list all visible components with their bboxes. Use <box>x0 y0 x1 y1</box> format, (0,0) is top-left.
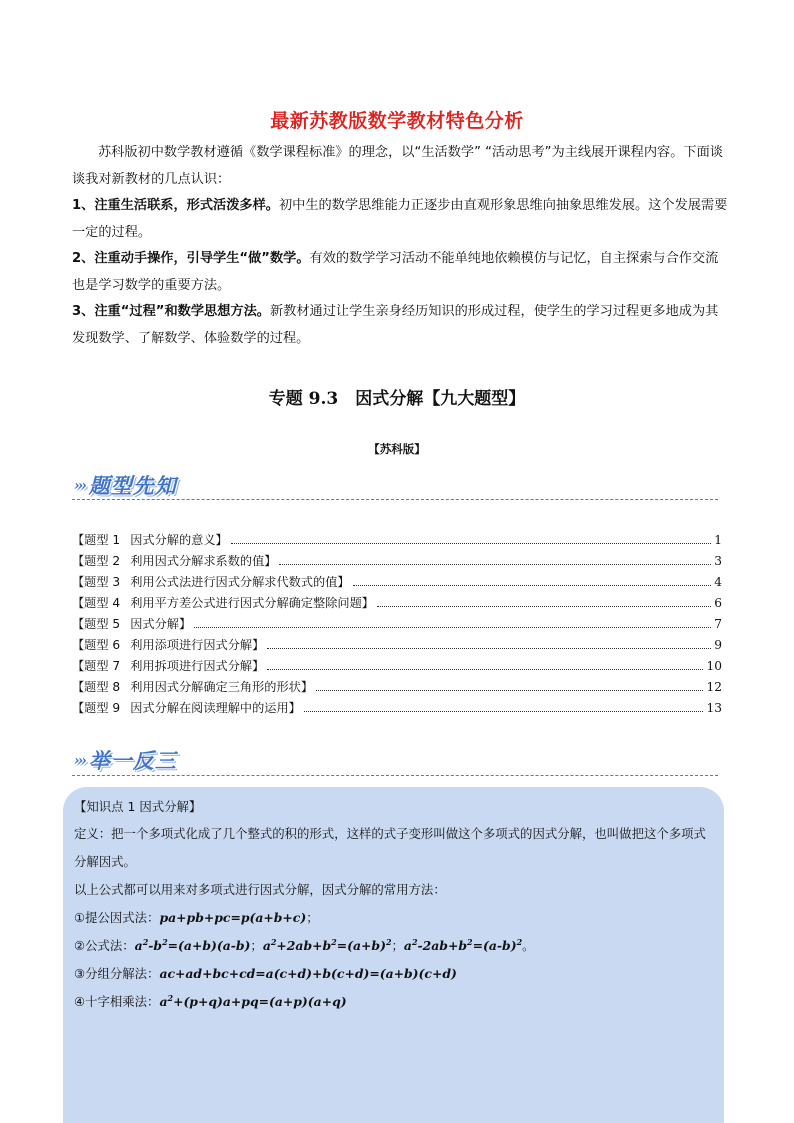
toc-item-number: 【题型 2 <box>72 554 121 568</box>
method-label: ①提公因式法： <box>74 910 160 925</box>
formula-suffix: ； <box>306 910 319 925</box>
toc-item-page: 12 <box>706 680 722 694</box>
toc-leader <box>304 699 704 712</box>
toc-item-number: 【题型 8 <box>72 680 121 694</box>
toc-item-label: 利用拆项进行因式分解】 <box>130 659 265 673</box>
intro-paragraph: 苏科版初中数学教材遵循《数学课程标准》的理念，以“生活数学” “活动思考”为主线展开课程内容。下面谈谈我对新教材的几点认识： <box>72 145 723 187</box>
intro-section <box>72 140 728 352</box>
toc-item-page: 3 <box>714 554 722 568</box>
toc-item-page: 1 <box>714 533 722 547</box>
toc-item-label: 利用添项进行因式分解】 <box>130 638 265 652</box>
toc-item-label: 因式分解的意义】 <box>130 533 228 547</box>
toc-item-number: 【题型 1 <box>72 533 121 547</box>
toc-item-number: 【题型 4 <box>72 596 121 610</box>
intro-point-1 <box>72 193 728 246</box>
formula: ac+ad+bc+cd=a(c+d)+b(c+d)=(a+b)(c+d) <box>159 966 457 981</box>
toc-leader <box>279 552 711 565</box>
edition-label: 【苏科版】 <box>368 442 426 456</box>
toc-item[interactable] <box>72 551 722 572</box>
formula-square-of-sum: $a^2+2ab+b^2=(a+b)^2$ <box>262 936 392 953</box>
intro-point-1-bold: 1、注重生活联系，形式活泼多样。 <box>72 198 279 213</box>
intro-point-1-text: 初中生的数学思维能力正逐步由直观形象思维向抽象思维发展。这个发展需要一定的过程。 <box>72 198 728 240</box>
toc-item[interactable] <box>72 530 722 551</box>
knowledge-box <box>63 787 724 1123</box>
practice-banner-text: 举一反三 <box>88 748 177 773</box>
banner-arrows-icon: ››› <box>74 478 85 494</box>
toc-leader <box>316 678 703 691</box>
toc-item-label: 因式分解】 <box>130 617 192 631</box>
toc-leader <box>267 657 703 670</box>
knowledge-heading: 【知识点 1 因式分解】 <box>74 799 202 814</box>
method-grouping <box>74 960 713 988</box>
banner-arrows-icon: ››› <box>74 753 85 769</box>
toc-item-number: 【题型 6 <box>72 638 121 652</box>
toc-leader <box>377 594 711 607</box>
method-label: ③分组分解法： <box>74 966 160 981</box>
toc-item[interactable] <box>72 677 722 698</box>
toc-item-label: 利用因式分解确定三角形的形状】 <box>130 680 314 694</box>
toc-leader <box>231 531 712 544</box>
method-label: ②公式法： <box>74 938 135 953</box>
toc-item-page: 4 <box>714 575 722 589</box>
toc-item-label: 利用因式分解求系数的值】 <box>130 554 277 568</box>
toc-item[interactable] <box>72 614 722 635</box>
page-title: 最新苏教版数学教材特色分析 <box>270 110 524 132</box>
toc-item[interactable] <box>72 698 722 719</box>
method-cross-multiplication <box>74 988 713 1016</box>
toc-item-number: 【题型 5 <box>72 617 121 631</box>
table-of-contents <box>72 530 722 719</box>
intro-point-3 <box>72 299 728 352</box>
divider <box>72 499 718 500</box>
intro-point-2 <box>72 246 728 299</box>
toc-item-label: 利用平方差公式进行因式分解确定整除问题】 <box>130 596 374 610</box>
formula-difference-of-squares: $a^2-b^2=(a+b)(a-b)$ <box>134 936 251 953</box>
toc-item-page: 13 <box>706 701 722 715</box>
toc-item[interactable] <box>72 635 722 656</box>
practice-banner <box>74 745 177 775</box>
toc-item-label: 因式分解在阅读理解中的运用】 <box>130 701 301 715</box>
divider <box>72 775 718 776</box>
method-label: ④十字相乘法： <box>74 994 160 1009</box>
knowledge-definition: 定义：把一个多项式化成了几个整式的积的形式，这样的式子变形叫做这个多项式的因式分解，也叫做把这个多项式分解因式。 <box>74 826 706 869</box>
toc-item-page: 10 <box>706 659 722 673</box>
method-common-factor <box>74 904 713 932</box>
methods-intro: 以上公式都可以用来对多项式进行因式分解，因式分解的常用方法： <box>74 882 446 897</box>
intro-point-2-bold: 2、注重动手操作，引导学生“做”数学。 <box>72 251 310 266</box>
toc-leader <box>353 573 712 586</box>
formula-square-of-difference: $a^2-2ab+b^2=(a-b)^2$ <box>403 936 523 953</box>
toc-item-number: 【题型 3 <box>72 575 121 589</box>
topic-title: 专题 9.3 因式分解【九大题型】 <box>268 389 526 409</box>
toc-item[interactable] <box>72 656 722 677</box>
toc-item-label: 利用公式法进行因式分解求代数式的值】 <box>130 575 350 589</box>
preview-banner <box>74 470 177 500</box>
toc-leader <box>194 615 711 628</box>
method-formula: ②公式法：$a^2-b^2=(a+b)(a-b)$；$a^2+2ab+b^2=(a+b)^2$；$a^2-2ab+b^2=(a-b)^2$。 <box>74 936 535 953</box>
intro-point-3-bold: 3、注重“过程”和数学思想方法。 <box>72 304 270 319</box>
intro-point-3-text: 新教材通过让学生亲身经历知识的形成过程，使学生的学习过程更多地成为其发现数学、了解数学、体验数学的过程。 <box>72 304 719 346</box>
toc-item-page: 7 <box>714 617 722 631</box>
toc-leader <box>267 636 711 649</box>
toc-item-number: 【题型 9 <box>72 701 121 715</box>
toc-item[interactable] <box>72 572 722 593</box>
toc-item-number: 【题型 7 <box>72 659 121 673</box>
preview-banner-text: 题型先知 <box>88 473 177 498</box>
toc-item[interactable] <box>72 593 722 614</box>
formula: $a^2+(p+q)a+pq=(a+p)(a+q)$ <box>159 992 347 1009</box>
intro-point-2-text: 有效的数学学习活动不能单纯地依赖模仿与记忆，自主探索与合作交流也是学习数学的重要方法。 <box>72 251 719 293</box>
toc-item-page: 9 <box>714 638 722 652</box>
formula: pa+pb+pc=p(a+b+c) <box>159 910 307 925</box>
toc-item-page: 6 <box>714 596 722 610</box>
